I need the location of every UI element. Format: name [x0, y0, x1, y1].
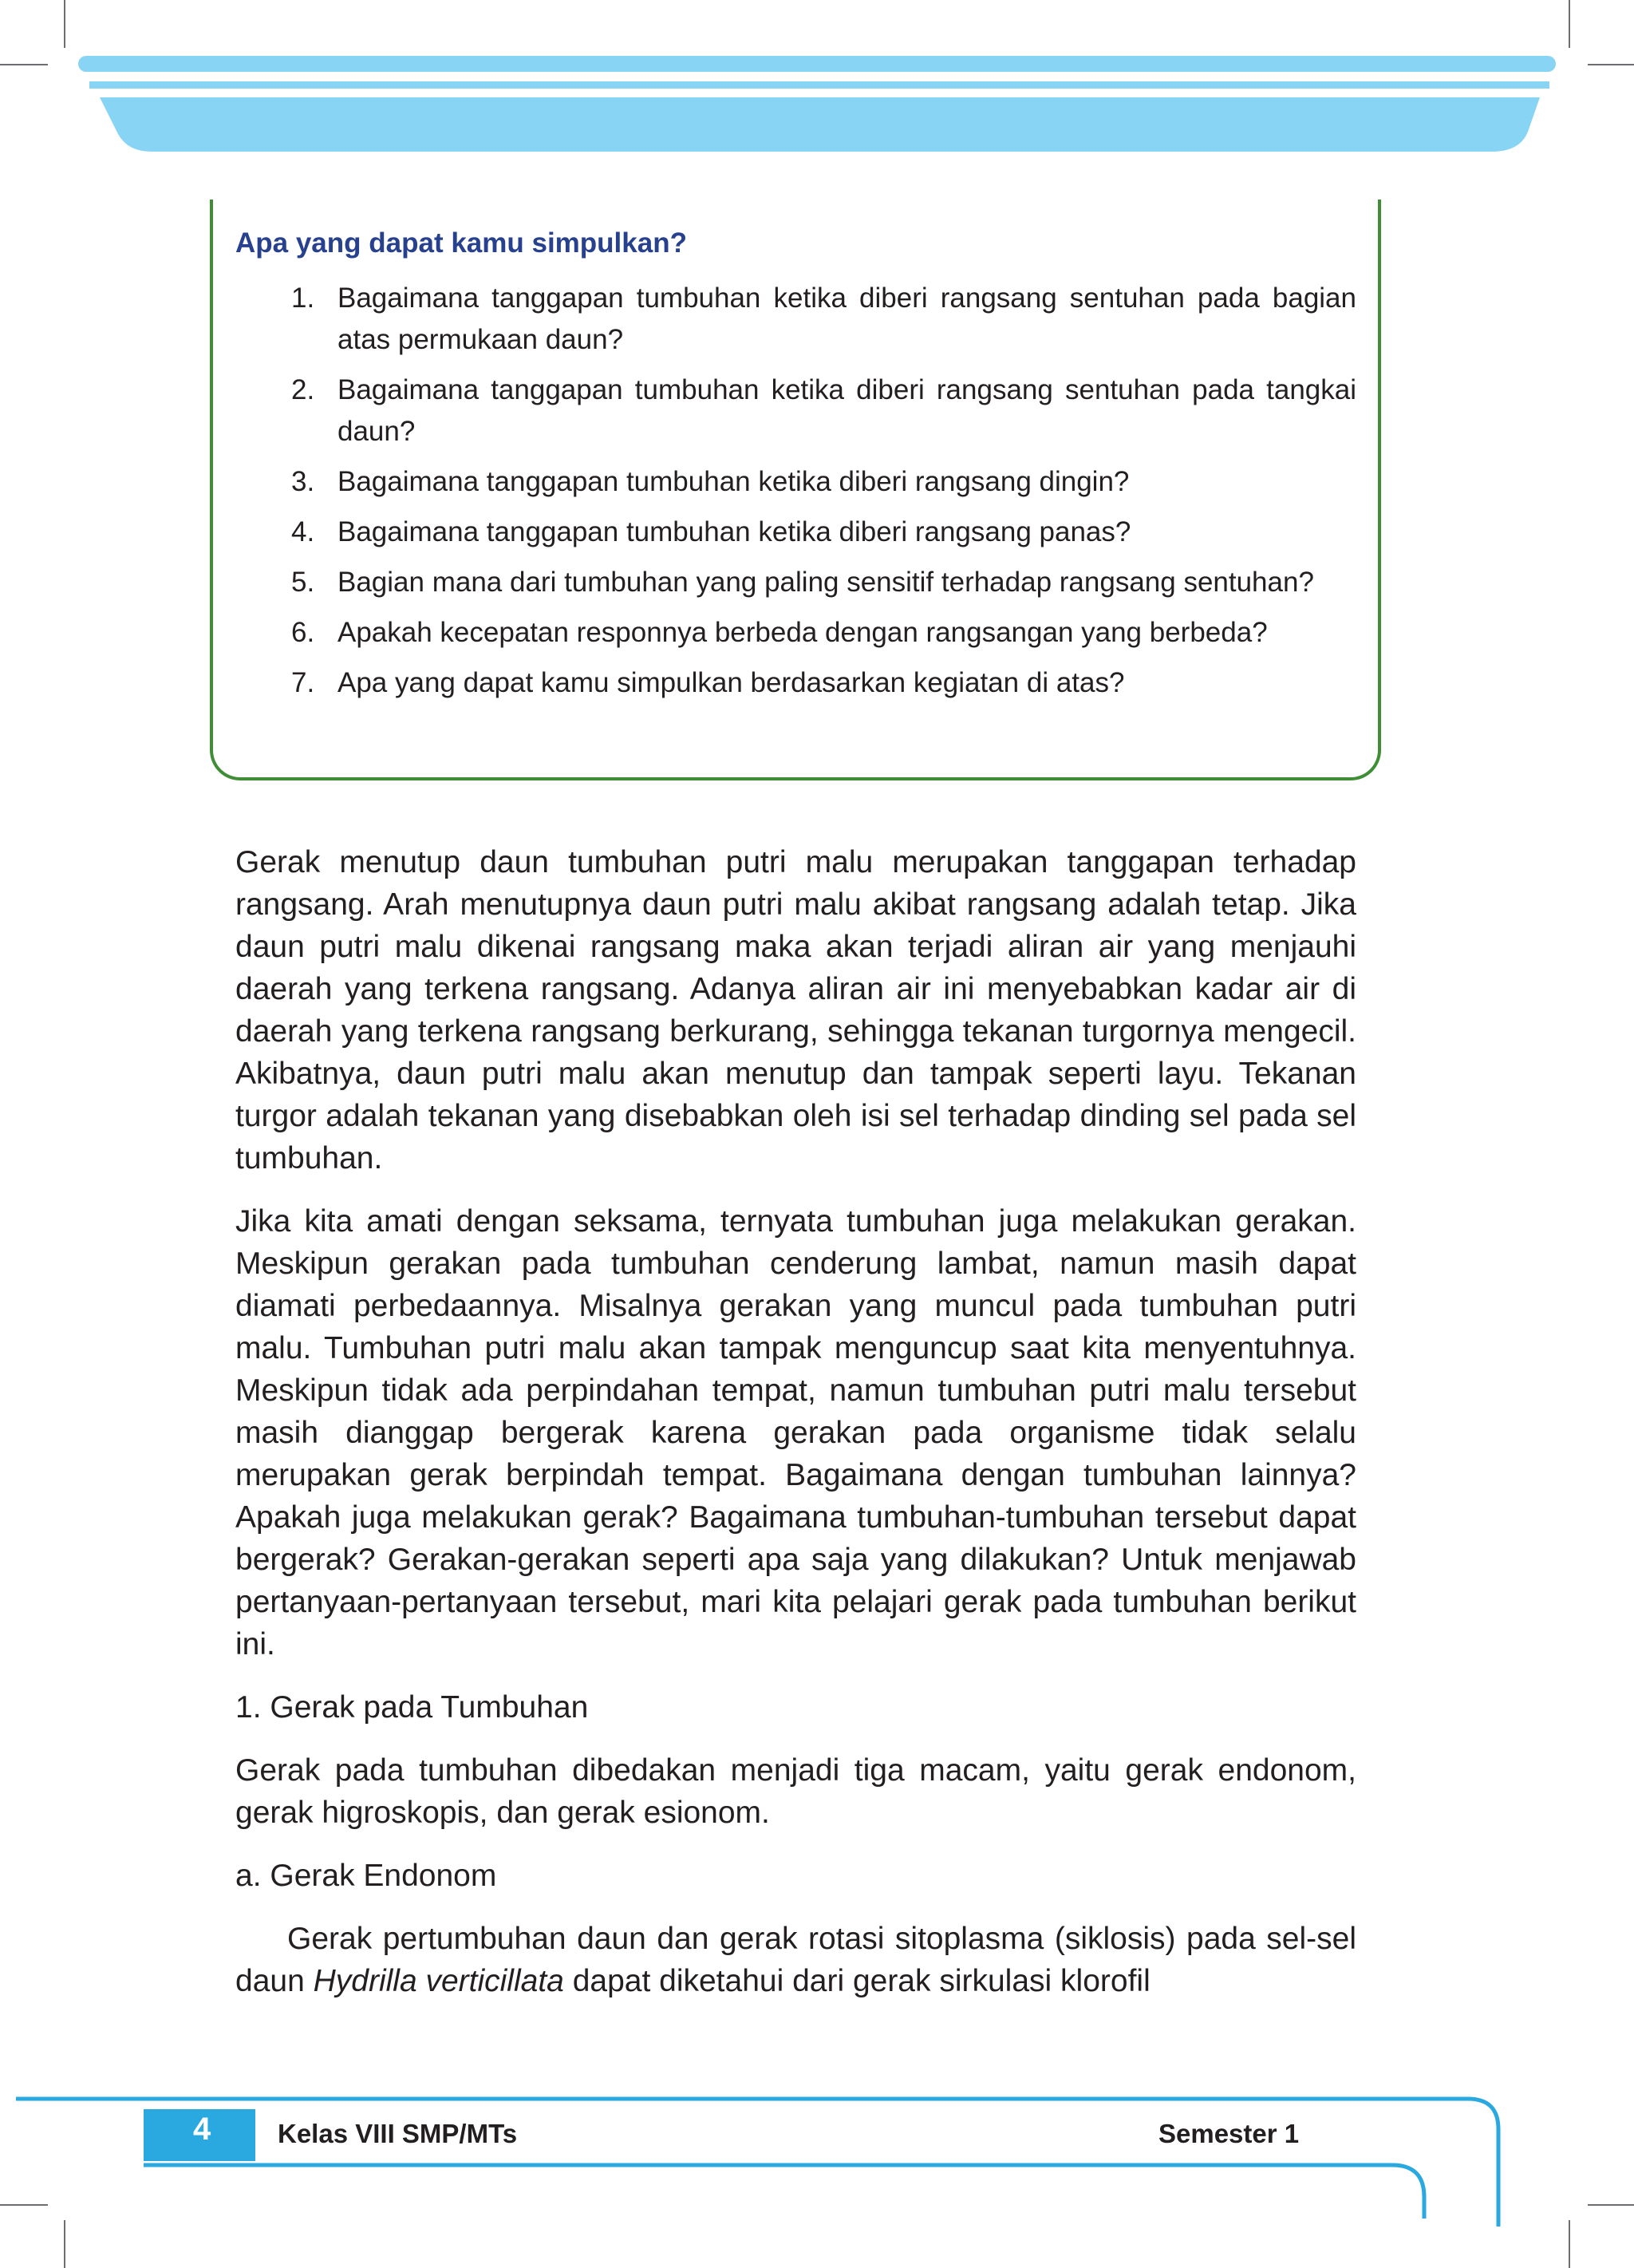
crop-mark-bottom-left-h	[0, 2204, 48, 2206]
question-number: 4.	[291, 516, 315, 547]
question-item	[291, 512, 1356, 553]
question-item	[291, 278, 1356, 361]
question-number: 7.	[291, 667, 315, 698]
paragraph-endonom-start: Gerak pertumbuhan daun dan gerak rotasi sitoplasma (siklosis) pada sel-sel daun	[235, 1922, 1356, 1998]
semester-label: Semester 1	[1158, 2119, 1300, 2148]
question-item	[291, 562, 1356, 603]
subsection-heading-endonom: a. Gerak Endonom	[235, 1859, 497, 1893]
question-text: Bagaimana tanggapan tumbuhan ketika diberi rangsang panas?	[337, 516, 1131, 547]
book-title: Kelas VIII SMP/MTs	[278, 2119, 518, 2148]
box-title: Apa yang dapat kamu simpulkan?	[235, 227, 687, 259]
question-number: 1.	[291, 283, 315, 314]
question-text: Bagaimana tanggapan tumbuhan ketika diberi rangsang dingin?	[337, 466, 1130, 497]
crop-mark-bottom-left-v	[64, 2220, 65, 2268]
question-number: 5.	[291, 567, 315, 598]
paragraph-endonom	[235, 1918, 1356, 2002]
question-item	[291, 662, 1356, 704]
species-name: Hydrilla verticillata	[313, 1964, 564, 1998]
question-text: Apakah kecepatan responnya berbeda dengan rangsangan yang berbeda?	[337, 617, 1268, 648]
paragraph-jenis-gerak: Gerak pada tumbuhan dibedakan menjadi tiga macam, yaitu gerak endonom, gerak higroskopis, dan gerak esionom.	[235, 1753, 1356, 1830]
header-band	[0, 0, 1634, 160]
question-number: 6.	[291, 617, 315, 648]
question-text: Apa yang dapat kamu simpulkan berdasarkan kegiatan di atas?	[337, 667, 1125, 698]
body-text	[235, 841, 1356, 2023]
page-number: 4	[193, 2112, 211, 2147]
paragraph-putri-malu: Gerak menutup daun tumbuhan putri malu merupakan tanggapan terhadap rangsang. Arah menutupnya daun putri malu akibat rangsang adalah tetap. Jika daun putri malu dikenai rangsang maka akan terjadi aliran air yang menjauhi daerah yang terkena rangsang. Adanya aliran air ini menyebabkan kadar air di daerah yang terkena rangsang berkurang, sehingga tekanan turgornya mengecil. Akibatnya, daun putri malu akan menutup dan tampak seperti layu. Tekanan turgor adalah tekanan yang disebabkan oleh isi sel terhadap dinding sel pada sel tumbuhan.	[235, 845, 1356, 1175]
question-item	[291, 461, 1356, 503]
question-number: 3.	[291, 466, 315, 497]
question-text: Bagaimana tanggapan tumbuhan ketika diberi rangsang sentuhan pada bagian atas permukaan daun?	[337, 283, 1356, 355]
question-list	[291, 278, 1356, 713]
question-item	[291, 612, 1356, 654]
question-item	[291, 369, 1356, 452]
question-text: Bagaimana tanggapan tumbuhan ketika diberi rangsang sentuhan pada tangkai daun?	[337, 374, 1356, 447]
paragraph-endonom-end: dapat diketahui dari gerak sirkulasi klorofil	[563, 1964, 1151, 1998]
question-text: Bagian mana dari tumbuhan yang paling sensitif terhadap rangsang sentuhan?	[337, 567, 1314, 598]
section-heading-gerak-tumbuhan: 1. Gerak pada Tumbuhan	[235, 1690, 589, 1725]
paragraph-gerakan-tumbuhan: Jika kita amati dengan seksama, ternyata tumbuhan juga melakukan gerakan. Meskipun gerakan pada tumbuhan cenderung lambat, namun masih dapat diamati perbedaannya. Misalnya gerakan yang muncul pada tumbuhan putri malu. Tumbuhan putri malu akan tampak menguncup saat kita menyentuhnya. Meskipun tidak ada perpindahan tempat, namun tumbuhan putri malu tersebut masih dianggap bergerak karena gerakan pada organisme tidak selalu merupakan gerak berpindah tempat. Bagaimana dengan tumbuhan lainnya? Apakah juga melakukan gerak? Bagaimana tumbuhan-tumbuhan tersebut dapat bergerak? Gerakan-gerakan seperti apa saja yang dilakukan? Untuk menjawab pertanyaan-pertanyaan tersebut, mari kita pelajari gerak pada tumbuhan berikut ini.	[235, 1204, 1356, 1661]
crop-mark-bottom-right-h	[1588, 2204, 1634, 2206]
question-number: 2.	[291, 374, 315, 405]
crop-mark-bottom-right-v	[1569, 2220, 1570, 2268]
